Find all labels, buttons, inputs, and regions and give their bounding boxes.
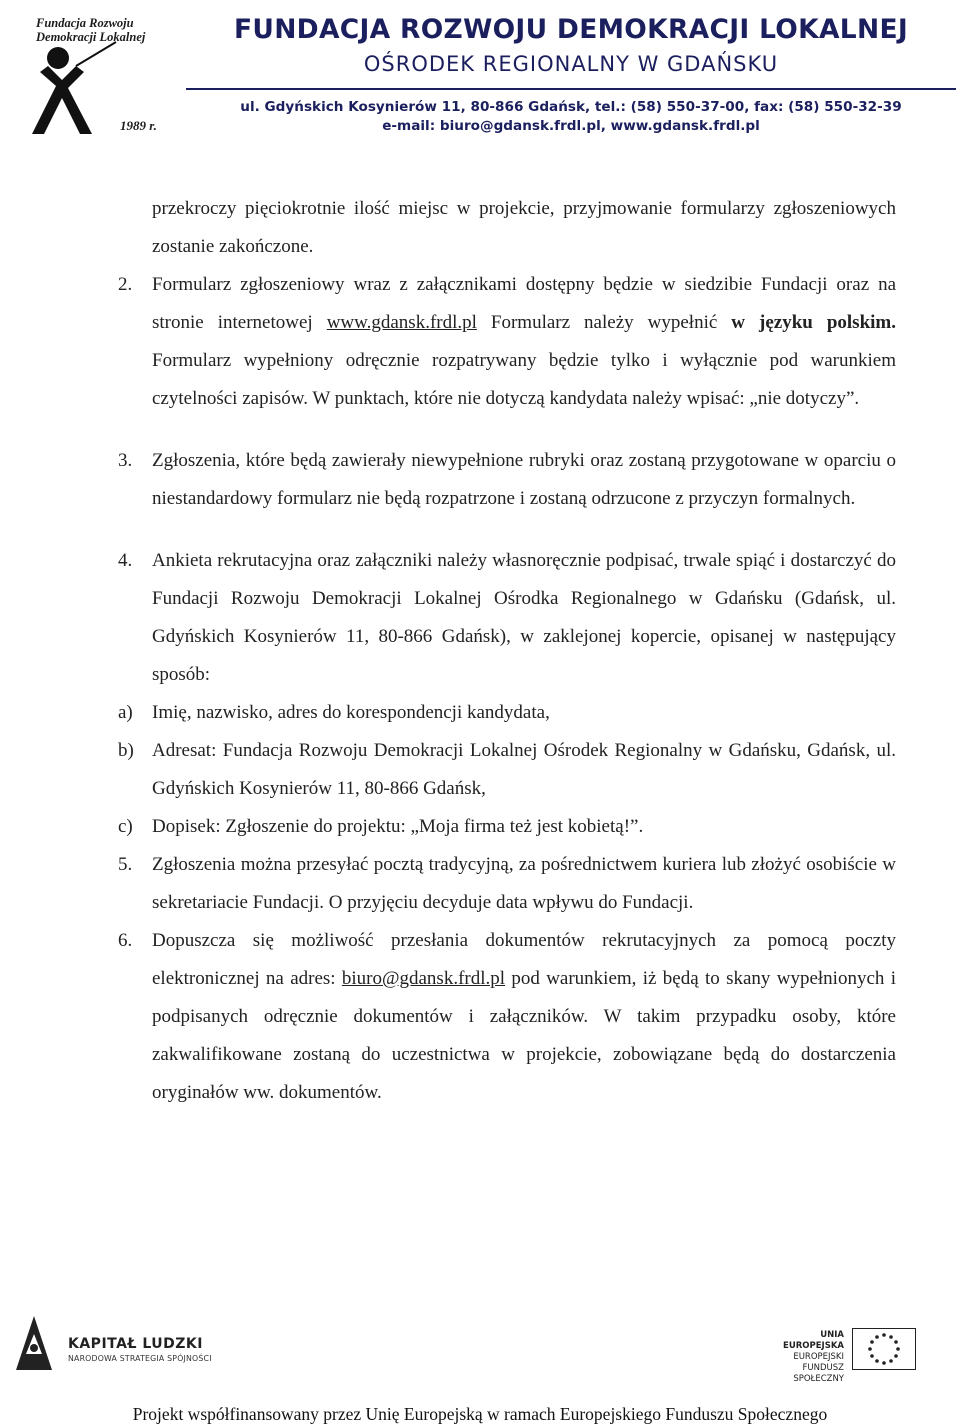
list-marker: 6. <box>118 930 133 951</box>
paragraph-text: Dopuszcza się możliwość przesłania dokumentów rekrutacyjnych za pomocą poczty elektronicznej na adres: <box>152 930 896 989</box>
list-marker: 5. <box>118 854 133 875</box>
list-marker: 2. <box>118 274 133 295</box>
page-footer <box>0 1300 960 1426</box>
paragraph-text: Imię, nazwisko, adres do korespondencji kandydata, <box>152 702 550 723</box>
cofinancing-note: Projekt współfinansowany przez Unię Europejską w ramach Europejskiego Funduszu Społecznego <box>132 1404 828 1424</box>
eu-label-line: UNIA EUROPEJSKA <box>783 1330 844 1351</box>
paragraph-text: przekroczy pięciokrotnie ilość miejsc w projekcie, przyjmowanie formularzy zgłoszeniowych zostanie zakończone. <box>152 198 896 257</box>
paragraph-spacer <box>118 518 896 542</box>
foundation-subtitle: OŚRODEK REGIONALNY W GDAŃSKU <box>363 52 779 76</box>
website-link[interactable]: www.gdansk.frdl.pl <box>326 312 477 333</box>
paragraph-text: Zgłoszenia, które będą zawierały niewypełnione rubryki oraz zostaną przygotowane w oparciu o niestandardowy formularz nie będą rozpatrzone i zostaną odrzucone z przyczyn formalnych. <box>152 450 896 509</box>
eu-label <box>760 1330 844 1385</box>
list-marker: 3. <box>118 450 133 471</box>
list-item-4 <box>118 542 896 694</box>
foundation-title: FUNDACJA ROZWOJU DEMOKRACJI LOKALNEJ <box>233 14 909 45</box>
paragraph-text: Dopisek: Zgłoszenie do projektu: „Moja firma też jest kobietą!”. <box>152 816 644 837</box>
kapital-ludzki-subtitle: NARODOWA STRATEGIA SPÓJNOŚCI <box>68 1354 212 1363</box>
list-item-5 <box>118 846 896 922</box>
letterhead-contact: e-mail: biuro@gdansk.frdl.pl, www.gdansk.frdl.pl <box>382 118 760 134</box>
sublist-item-b <box>118 732 896 808</box>
logo-name: Fundacja Rozwoju Demokracji Lokalnej <box>36 16 146 44</box>
frdl-logo <box>12 10 182 132</box>
kapital-ludzki-title: KAPITAŁ LUDZKI <box>68 1336 203 1352</box>
paragraph-spacer <box>118 418 896 442</box>
eu-label-line: FUNDUSZ SPOŁECZNY <box>793 1363 844 1384</box>
email-link[interactable]: biuro@gdansk.frdl.pl <box>341 968 506 989</box>
eu-label-line: EUROPEJSKI <box>793 1352 844 1362</box>
kapital-ludzki-logo-icon <box>12 1314 56 1372</box>
emphasis-text: w języku polskim. <box>731 312 896 333</box>
paragraph-text: Ankieta rekrutacyjna oraz załączniki należy własnoręcznie podpisać, trwale spiąć i dostarczyć do Fundacji Rozwoju Demokracji Lokalnej Ośrodka Regionalnego w Gdańsku (Gdańsk, ul. Gdyńskich Kosynierów 11, 80-866 Gdańsk), w zaklejonej kopercie, opisanej w następujący sposób: <box>152 550 896 685</box>
list-marker: b) <box>118 740 134 761</box>
list-marker: c) <box>118 816 133 837</box>
paragraph-text: Formularz zgłoszeniowy wraz z załącznikami dostępny będzie w siedzibie Fundacji oraz na stronie internetowej <box>152 274 896 333</box>
sublist-item-a <box>118 694 896 732</box>
paragraph-text: pod warunkiem, iż będą to skany wypełnionych i podpisanych odręcznie dokumentów i załączników. W takim przypadku osoby, które zakwalifikowane zostaną do uczestnictwa w projekcie, zobowiązane będą do dostarczenia oryginałów ww. dokumentów. <box>152 968 896 1103</box>
sublist-item-c <box>118 808 896 846</box>
paragraph-text: Formularz należy wypełnić <box>490 312 718 333</box>
logo-year: 1989 r. <box>120 118 157 133</box>
list-item-3 <box>118 442 896 518</box>
eu-flag-icon <box>852 1328 916 1370</box>
paragraph-text: Formularz wypełniony odręcznie rozpatrywany będzie tylko i wyłącznie pod warunkiem czytelności zapisów. W punktach, które nie dotyczą kandydata należy wpisać: „nie dotyczy”. <box>152 350 896 409</box>
list-marker: a) <box>118 702 133 723</box>
paragraph-text: Adresat: Fundacja Rozwoju Demokracji Lokalnej Ośrodek Regionalny w Gdańsku, Gdańsk, ul. Gdyńskich Kosynierów 11, 80-866 Gdańsk, <box>152 740 896 799</box>
list-marker: 4. <box>118 550 133 571</box>
paragraph-text: Zgłoszenia można przesyłać pocztą tradycyjną, za pośrednictwem kuriera lub złożyć osobiście w sekretariacie Fundacji. O przyjęciu decyduje data wpływu do Fundacji. <box>152 854 896 913</box>
letterhead-divider <box>186 88 956 90</box>
letterhead <box>0 0 960 150</box>
list-item-6 <box>118 922 896 1112</box>
paragraph-continuation <box>118 190 896 266</box>
letterhead-address: ul. Gdyńskich Kosynierów 11, 80-866 Gdańsk, tel.: (58) 550-37-00, fax: (58) 550-32-39 <box>240 99 902 115</box>
document-body <box>118 190 896 1112</box>
list-item-2 <box>118 266 896 418</box>
